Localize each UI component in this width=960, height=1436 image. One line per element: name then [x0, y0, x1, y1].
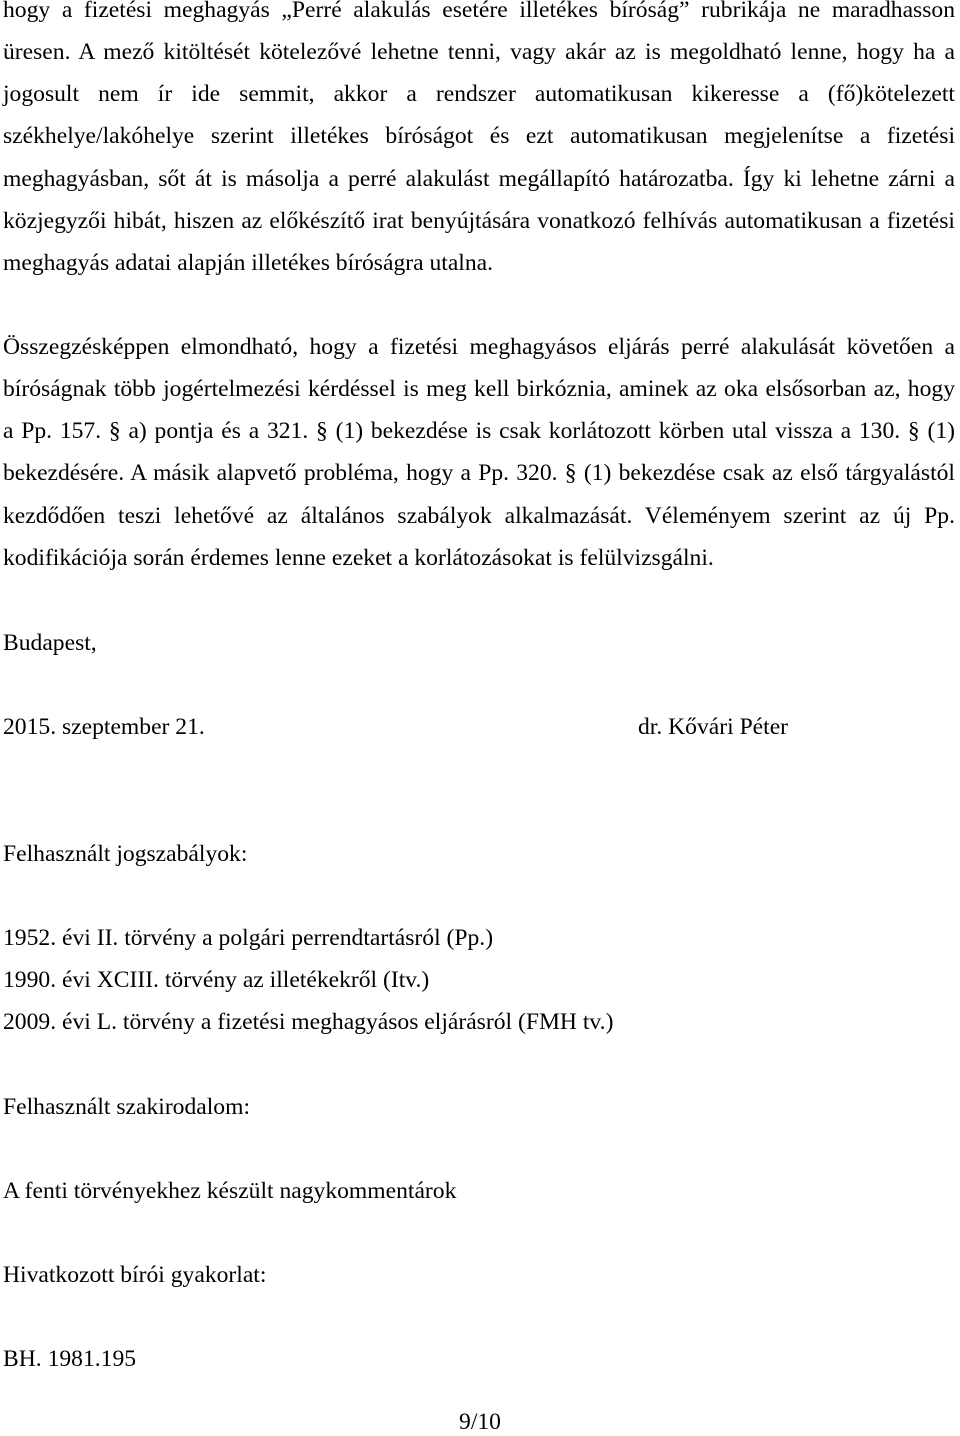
law-item: 2009. évi L. törvény a fizetési meghagyásos eljárásról (FMH tv.)	[3, 1009, 614, 1036]
case-law-list	[3, 1338, 955, 1380]
text-line: meghagyásban, sőt át is másolja a perré alakulást megállapító határozatba. Így ki lehetne zárni a	[3, 165, 955, 192]
body-paragraph	[3, 0, 955, 284]
section-heading: Felhasznált jogszabályok:	[3, 841, 248, 867]
text-line: székhelye/lakóhelye szerint illetékes bíróságot és ezt automatikusan megjelenítse a fizetési	[3, 123, 955, 150]
literature-item: A fenti törvényekhez készült nagykommentárok	[3, 1178, 457, 1204]
text-line: meghagyás adatai alapján illetékes bíróságra utalna.	[3, 249, 494, 276]
laws-section-heading	[3, 833, 955, 875]
text-line: bíróságnak több jogértelmezési kérdéssel is meg kell birkóznia, aminek az oka elsősorban az, hogy	[3, 376, 955, 403]
law-item: 1990. évi XCIII. törvény az illetékekről (Itv.)	[3, 967, 430, 994]
case-law-section-heading	[3, 1254, 955, 1296]
section-heading: Hivatkozott bírói gyakorlat:	[3, 1262, 267, 1288]
place-line: Budapest,	[3, 630, 97, 656]
text-line: kezdődően teszi lehetővé az általános szabályok alkalmazását. Véleményem szerint az új Pp.	[3, 502, 955, 529]
literature-section-heading	[3, 1086, 955, 1128]
section-heading: Felhasznált szakirodalom:	[3, 1094, 251, 1120]
page-number: 9/10	[459, 1409, 501, 1435]
closing-date: 2015. szeptember 21.	[3, 714, 205, 740]
text-line: bekezdésére. A másik alapvető probléma, hogy a Pp. 320. § (1) bekezdése csak az első tárgyalástól	[3, 460, 955, 487]
text-line: hogy a fizetési meghagyás „Perré alakulás esetére illetékes bíróság” rubrikája ne maradhasson	[3, 0, 955, 23]
law-item: 1952. évi II. törvény a polgári perrendtartásról (Pp.)	[3, 925, 494, 951]
text-line: kodifikációja során érdemes lenne ezeket a korlátozásokat is felülvizsgálni.	[3, 544, 714, 571]
text-line: a Pp. 157. § a) pontja és a 321. § (1) bekezdése is csak korlátozott körben utal vissza a 130. § (1)	[3, 418, 955, 445]
text-line: üresen. A mező kitöltését kötelezővé lehetne tenni, vagy akár az is megoldható lenne, hogy ha a	[3, 39, 955, 66]
text-line: jogosult nem ír ide semmit, akkor a rendszer automatikusan kikeresse a (fő)kötelezett	[3, 81, 955, 108]
laws-list	[3, 917, 955, 1043]
case-law-item: BH. 1981.195	[3, 1346, 137, 1372]
date-signature-line	[3, 706, 955, 748]
text-line: közjegyzői hibát, hiszen az előkészítő irat benyújtására vonatkozó felhívás automatikusan a fizetési	[3, 207, 955, 234]
signatory-name: dr. Kővári Péter	[638, 714, 789, 740]
summary-paragraph	[3, 326, 955, 579]
text-line: Összegzésképpen elmondható, hogy a fizetési meghagyásos eljárás perré alakulását követően a	[3, 334, 955, 360]
date-signature-row	[3, 706, 955, 748]
closing-place	[3, 622, 955, 664]
literature-list	[3, 1170, 955, 1212]
